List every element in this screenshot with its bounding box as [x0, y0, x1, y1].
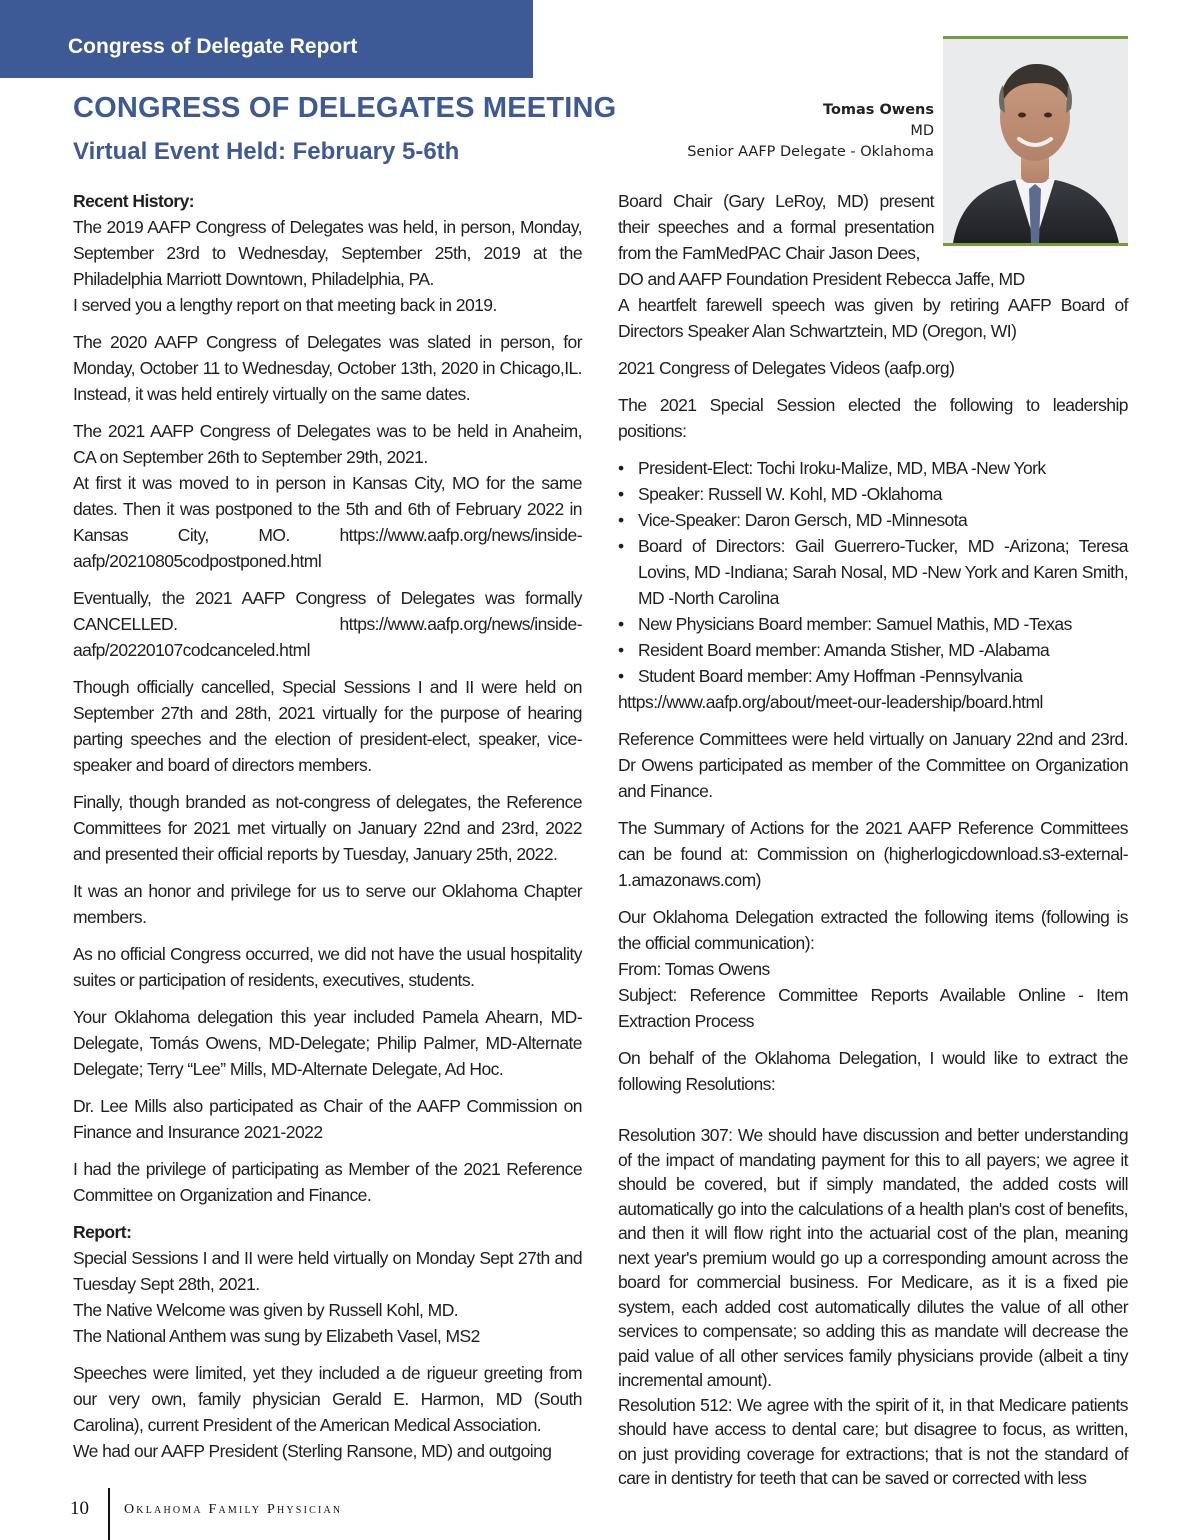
report-heading: Report: [73, 1222, 132, 1242]
leadership-list [618, 455, 1128, 689]
list-item: • Resident Board member: Amanda Stisher, MD -Alabama [618, 637, 1128, 663]
author-block [687, 100, 934, 163]
paragraph: The 2020 AAFP Congress of Delegates was slated in person, for Monday, October 11 to Wednesday, October 13th, 2020 in Chicago,IL. Instead, it was held entirely virtually on the same dates. [73, 332, 582, 404]
recent-history-heading: Recent History: [73, 191, 195, 211]
list-item: • President-Elect: Tochi Iroku-Malize, MD, MBA -New York [618, 455, 1128, 481]
list-item: • Speaker: Russell W. Kohl, MD -Oklahoma [618, 481, 1128, 507]
resolution-307: Resolution 307: We should have discussion and better understanding of the impact of mandating payment for this to all payers; we agree it should be covered, but if simply mandated, the added costs will automatically go into the calculations of a health plan's cost of benefits, and then it will flow right into the actuarial cost of the plan, meaning next year's premium would go up a corresponding amount across the board for commercial business. For Medicare, as it is a fixed pie system, each added cost automatically dilutes the value of all other services to compensate; so adding this as mandate will decrease the paid value of all other services family physicians provide (albeit a tiny incremental amount). [618, 1125, 1128, 1390]
paragraph: The Native Welcome was given by Russell Kohl, MD. [73, 1300, 459, 1320]
paragraph: The 2021 Special Session elected the following to leadership positions: [618, 395, 1128, 441]
author-role: Senior AAFP Delegate - Oklahoma [687, 144, 934, 160]
magazine-name: Oklahoma Family Physician [124, 1502, 343, 1517]
paragraph: Finally, though branded as not-congress of delegates, the Reference Committees for 2021 met virtually on January 22nd and 23rd, 2022 and presented their official reports by Tuesday, January 25th, 2022. [73, 792, 582, 864]
page-number: 10 [70, 1498, 89, 1519]
paragraph: I served you a lengthy report on that meeting back in 2019. [73, 295, 497, 315]
page-footer [70, 1488, 490, 1540]
paragraph: Your Oklahoma delegation this year included Pamela Ahearn, MD-Delegate, Tomás Owens, MD-Delegate; Philip Palmer, MD-Alternate Delegate; Terry “Lee” Mills, MD-Alternate Delegate, Ad Hoc. [73, 1007, 582, 1079]
list-item: • Vice-Speaker: Daron Gersch, MD -Minnesota [618, 507, 1128, 533]
paragraph: Speeches were limited, yet they included a de rigueur greeting from our very own, family physician Gerald E. Harmon, MD (South Carolina), current President of the American Medical Association. [73, 1363, 582, 1435]
list-item: • Student Board member: Amy Hoffman -Pennsylvania [618, 663, 1128, 689]
paragraph: The National Anthem was sung by Elizabeth Vasel, MS2 [73, 1326, 480, 1346]
article-subtitle: Virtual Event Held: February 5-6th [73, 138, 460, 165]
paragraph: Special Sessions I and II were held virtually on Monday Sept 27th and Tuesday Sept 28th, 2021. [73, 1248, 582, 1294]
list-item: • New Physicians Board member: Samuel Mathis, MD -Texas [618, 611, 1128, 637]
resolution-512: Resolution 512: We agree with the spirit of it, in that Medicare patients should have access to dental care; but disagree to focus, as written, on just providing coverage for extractions; that is not the standard of care in dentistry for teeth that can be saved or corrected with less [618, 1394, 1128, 1488]
videos-link[interactable]: 2021 Congress of Delegates Videos (aafp.org) [618, 358, 955, 378]
paragraph: As no official Congress occurred, we did not have the usual hospitality suites or participation of residents, executives, students. [73, 944, 582, 990]
paragraph: Our Oklahoma Delegation extracted the following items (following is the official communication): [618, 907, 1128, 953]
paragraph: DO and AAFP Foundation President Rebecca Jaffe, MD [618, 269, 1025, 289]
paragraph: Reference Committees were held virtually on January 22nd and 23rd. Dr Owens participated as member of the Committee on Organization and Finance. [618, 729, 1128, 801]
paragraph: On behalf of the Oklahoma Delegation, I would like to extract the following Resolutions: [618, 1048, 1128, 1094]
author-degree: MD [910, 123, 934, 139]
section-banner: Congress of Delegate Report [0, 0, 533, 78]
board-link[interactable]: https://www.aafp.org/about/meet-our-leadership/board.html [618, 692, 1043, 712]
right-column [618, 188, 1128, 1491]
paragraph: The Summary of Actions for the 2021 AAFP Reference Committees can be found at: Commission on (higherlogicdownload.s3-external-1.amazonaws.com) [618, 818, 1128, 890]
paragraph: Subject: Reference Committee Reports Available Online - Item Extraction Process [618, 985, 1128, 1031]
list-item: • Board of Directors: Gail Guerrero-Tucker, MD -Arizona; Teresa Lovins, MD -Indiana; Sarah Nosal, MD -New York and Karen Smith, MD -North Carolina [618, 533, 1128, 611]
left-column [73, 188, 582, 1475]
paragraph: Eventually, the 2021 AAFP Congress of Delegates was formally CANCELLED. https://www.aafp.org/news/inside-aafp/20220107codcanceled.html [73, 588, 582, 660]
paragraph: At first it was moved to in person in Kansas City, MO for the same dates. Then it was postponed to the 5th and 6th of February 2022 in Kansas City, MO. https://www.aafp.org/news/inside-aafp/20210805codpostponed.html [73, 473, 582, 571]
paragraph: The 2021 AAFP Congress of Delegates was to be held in Anaheim, CA on September 26th to September 29th, 2021. [73, 421, 582, 467]
paragraph: A heartfelt farewell speech was given by retiring AAFP Board of Directors Speaker Alan Schwartztein, MD (Oregon, WI) [618, 295, 1128, 341]
author-name: Tomas Owens [822, 102, 934, 118]
paragraph: It was an honor and privilege for us to serve our Oklahoma Chapter members. [73, 881, 582, 927]
paragraph: I had the privilege of participating as Member of the 2021 Reference Committee on Organization and Finance. [73, 1159, 582, 1205]
paragraph: The 2019 AAFP Congress of Delegates was held, in person, Monday, September 23rd to Wednesday, September 25th, 2019 at the Philadelphia Marriott Downtown, Philadelphia, PA. [73, 217, 582, 289]
paragraph: We had our AAFP President (Sterling Ransone, MD) and outgoing [73, 1441, 552, 1461]
footer-divider [108, 1488, 110, 1540]
article-title: CONGRESS OF DELEGATES MEETING [73, 92, 617, 124]
paragraph: Dr. Lee Mills also participated as Chair of the AAFP Commission on Finance and Insurance 2021-2022 [73, 1096, 582, 1142]
paragraph: From: Tomas Owens [618, 959, 770, 979]
paragraph: Board Chair (Gary LeRoy, MD) present their speeches and a formal presentation from the FamMedPAC Chair Jason Dees, [618, 191, 934, 263]
paragraph: Though officially cancelled, Special Sessions I and II were held on September 27th and 28th, 2021 virtually for the purpose of hearing parting speeches and the election of president-elect, speaker, vice-speaker and board of directors members. [73, 677, 582, 775]
